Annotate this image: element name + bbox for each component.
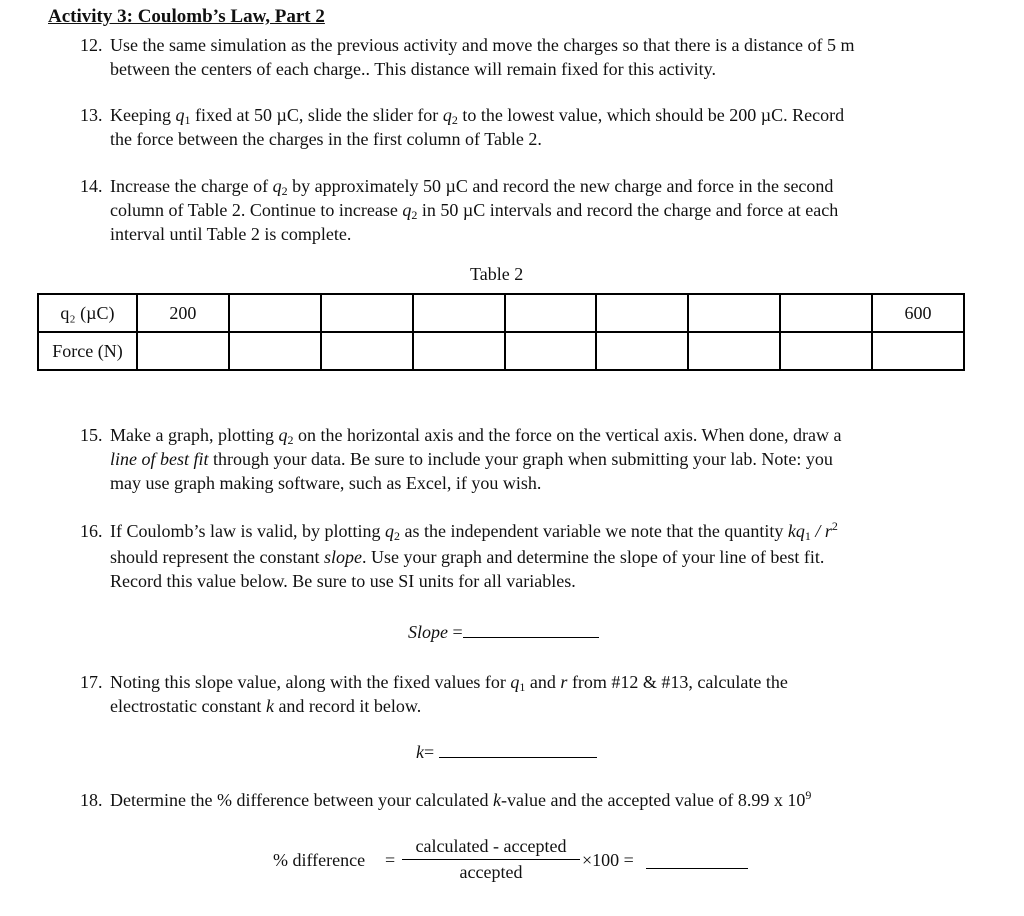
k-answer: k= [416, 742, 597, 763]
k-blank[interactable] [439, 743, 597, 758]
table-cell[interactable] [229, 294, 321, 332]
table-cell[interactable] [596, 294, 688, 332]
table-cell[interactable] [505, 294, 597, 332]
data-table [37, 293, 965, 371]
table-cell[interactable] [688, 294, 780, 332]
slope-answer: Slope = [408, 622, 599, 643]
table-cell[interactable] [780, 294, 872, 332]
table-cell[interactable]: 600 [872, 294, 964, 332]
table-cell[interactable] [596, 332, 688, 370]
instruction-13: 13. Keeping $q_1$ fixed at 50 µC, slide the slider for $q_2$ to the lowest value, which should be 200 µC. Record the force between the charges in the first column of Table 2. [80, 105, 845, 149]
table-cell[interactable] [137, 332, 229, 370]
instruction-17: 17. Noting this slope value, along with the fixed values for $q_1$ and r from #12 & #13, calculate the electrostatic constant k and record it below. [80, 672, 788, 716]
table-cell[interactable]: 200 [137, 294, 229, 332]
activity-title: Activity 3: Coulomb’s Law, Part 2 [48, 6, 325, 27]
table-row [38, 332, 964, 370]
pct-fraction: calculated - accepted accepted [402, 836, 580, 883]
table-caption: Table 2 [470, 264, 524, 284]
table-row [38, 294, 964, 332]
instruction-16: 16. If Coulomb’s law is valid, by plotting $q_2$ as the independent variable we note that the quantity $kq_1 / r^2$ should represent the constant slope. Use your graph and determine the slope of your line of best fit. Record this value below. Be sure to use SI units for all variables. [80, 519, 838, 591]
table-cell[interactable] [321, 294, 413, 332]
table-cell[interactable] [872, 332, 964, 370]
table-cell[interactable] [321, 332, 413, 370]
item-number: 12. [80, 35, 103, 55]
instruction-14: 14. Increase the charge of $q_2$ by approximately 50 µC and record the new charge and force in the second column of Table 2. Continue to increase $q_2$ in 50 µC intervals and record the charge and force at each interval until Table 2 is complete. [80, 176, 839, 244]
instruction-15: 15. Make a graph, plotting $q_2$ on the horizontal axis and the force on the vertical axis. When done, draw a line of best fit through your data. Be sure to include your graph when submitting your lab. Note: you may use graph making software, such as Excel, if you wish. [80, 425, 842, 493]
table-cell[interactable] [780, 332, 872, 370]
instruction-12: 12. Use the same simulation as the previous activity and move the charges so that there is a distance of 5 m between the centers of each charge.. This distance will remain fixed for this activity. [80, 35, 855, 79]
table-cell[interactable] [688, 332, 780, 370]
pct-times: ×100 = [582, 850, 634, 870]
slope-blank[interactable] [463, 623, 599, 638]
table-cell[interactable] [229, 332, 321, 370]
table-cell[interactable] [505, 332, 597, 370]
table-cell[interactable] [413, 332, 505, 370]
pct-label: % difference [273, 850, 366, 870]
table-cell[interactable] [413, 294, 505, 332]
row-label-force: Force (N) [38, 332, 137, 370]
row-label-charge: q₂ (µC) [38, 294, 137, 332]
instruction-18: 18. Determine the % difference between your calculated k-value and the accepted value of 8.99 x $10^9$ [80, 788, 812, 810]
pct-blank[interactable] [646, 868, 748, 869]
